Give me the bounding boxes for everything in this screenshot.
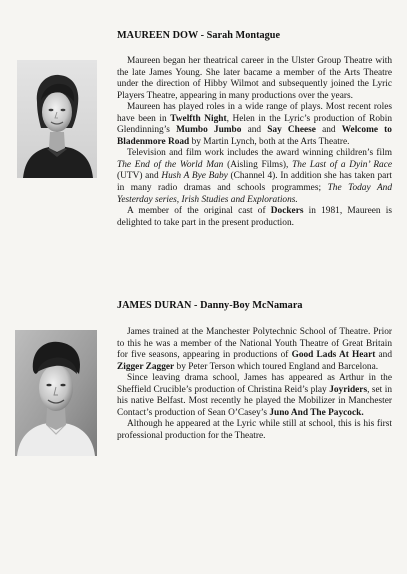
text-run: and <box>315 125 342 136</box>
italic-title: Hush A Bye Baby <box>161 171 228 182</box>
text-run: Since leaving drama school, James has appeared as Arthur in the Sheffield Crucible’s production of Christina Reid’s play <box>117 373 392 395</box>
bio-heading <box>117 30 280 41</box>
text-run: Television and film work includes the award winning children’s film <box>127 148 392 159</box>
bold-title: Twelfth Night <box>170 113 227 124</box>
text-run: James trained at the Manchester Polytechnic School of Theatre. Prior to this he was a member of the National Youth Theatre of Great Britain for five seasons, appearing in productions of <box>117 327 392 361</box>
bio-paragraph <box>117 419 392 442</box>
italic-title: The Today And Yesterday series, Irish Studies and Explorations. <box>117 183 392 205</box>
text-run: and <box>241 125 268 136</box>
heading-separator: - <box>198 30 207 41</box>
text-run: A member of the original cast of <box>127 206 271 217</box>
bio-body <box>117 327 392 442</box>
character-name: Sarah Montague <box>206 30 281 41</box>
text-run: , Helen in the Lyric’s production of Robin Glendinning’s <box>117 113 392 136</box>
text-run: Maureen has played roles in a wide range of plays. Most recent roles have been in <box>117 102 392 124</box>
bio-heading <box>117 300 303 311</box>
character-name: Danny-Boy McNamara <box>200 300 303 311</box>
bold-title: Mumbo Jumbo <box>176 125 242 136</box>
bold-title: Say Cheese <box>267 125 316 136</box>
portrait-photo-woman <box>17 60 97 178</box>
bold-title: Dockers <box>270 206 304 217</box>
text-run: (UTV) and <box>117 171 162 182</box>
bold-title: Juno And The Paycock. <box>269 407 364 418</box>
portrait-woman-icon <box>17 60 97 178</box>
text-run: (Aisling Films), <box>223 159 293 170</box>
text-run: Maureen began her theatrical career in the Ulster Group Theatre with the late James Young. She later bacame a member of the Arts Theatre under the direction of Hibby Wilmot and subsequently joined the Lyric Players Theatre, appearing in many productions over the years. <box>117 56 392 101</box>
italic-title: The End of the World Man <box>117 159 224 170</box>
text-run: by Martin Lynch, both at the Arts Theatre. <box>189 136 350 147</box>
heading-separator: - <box>191 300 201 311</box>
text-run: , set in his native Belfast. Most recently he played the Mobilizer in Manchester Contact’s production of Sean O’Casey’s <box>117 384 392 418</box>
text-run: in 1981, Maureen is delighted to take part in the present production. <box>117 206 392 228</box>
actor-name: JAMES DURAN <box>117 300 192 311</box>
bold-title: Joyriders <box>329 384 368 395</box>
bio-paragraph <box>117 327 392 373</box>
portrait-photo-man <box>15 330 97 456</box>
portrait-man-icon <box>15 330 97 456</box>
bio-paragraph <box>117 373 392 419</box>
bio-paragraph <box>117 206 392 229</box>
bio-body <box>117 56 392 229</box>
text-run: (Channel 4). In addition she has taken part in many radio dramas and schools programmes; <box>117 171 392 194</box>
bio-paragraph <box>117 102 392 148</box>
bio-paragraph <box>117 56 392 102</box>
text-run: by Peter Terson which toured England and Barcelona. <box>174 361 379 372</box>
bold-title: Welcome to Bladenmore Road <box>117 125 392 147</box>
bold-title: Good Lads At Heart <box>291 350 376 361</box>
text-run: Although he appeared at the Lyric while still at school, this is his first professional production for the Theatre. <box>117 419 392 441</box>
text-run: and <box>375 350 392 361</box>
bold-title: Zigger Zagger <box>117 361 175 372</box>
italic-title: The Last of a Dyin’ Race <box>292 159 392 170</box>
actor-name: MAUREEN DOW <box>117 30 199 41</box>
bio-paragraph <box>117 148 392 206</box>
